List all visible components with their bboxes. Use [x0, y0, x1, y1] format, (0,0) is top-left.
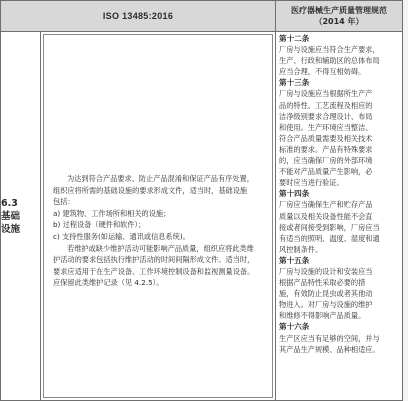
- gmp-header-title: 医疗器械生产质量管理规范: [291, 6, 387, 15]
- section-row: [1, 32, 403, 401]
- gmp-requirement-cell: [276, 32, 403, 401]
- article-line: 不能对产品质量产生影响，必: [279, 167, 373, 177]
- iso-line: a) 建筑物、工作场所和相关的设施；: [53, 208, 171, 218]
- header-row: [1, 1, 403, 32]
- article-line: 质量以及相关设备性能不会直: [279, 211, 373, 221]
- article-title: 第十五条: [279, 255, 310, 265]
- gmp-requirement-text: [279, 33, 400, 355]
- section-label-cell: [1, 32, 41, 401]
- section-title-line1: 基础: [1, 210, 21, 222]
- iso-line: 要求应适用于在生产设备、工作环境控制设备和监视测量设备。: [53, 266, 255, 276]
- article-line: 厂房应当确保生产和贮存产品: [279, 200, 373, 210]
- article-line: 要时应当进行验证。: [279, 178, 344, 188]
- article-line: 的，应当确保厂房的外部环境: [279, 156, 373, 166]
- article-line: 和使用。生产环境应当整洁、: [279, 122, 373, 132]
- article-line: 品的特性、工艺流程及相应的: [279, 100, 373, 110]
- article-title: 第十四条: [279, 189, 310, 199]
- iso-column-header: [1, 1, 276, 32]
- article-line: 根据产品特性采取必要的措: [279, 278, 366, 288]
- iso-line: 为达到符合产品要求、防止产品混淆和保证产品有序处置，: [67, 174, 254, 183]
- iso-line: 若维护或缺少维护活动可能影响产品质量，组织应将此类维: [67, 243, 254, 253]
- article-line: 厂房与设施应当符合生产要求，: [279, 45, 380, 55]
- gmp-header-year: （2014 年）: [314, 17, 364, 26]
- article-line: 接或者间接受到影响，厂房应当: [279, 222, 380, 232]
- article-line: 洁净级别要求合理设计、布局: [279, 111, 373, 121]
- article-line: 生产、行政和辅助区的总体布局: [279, 56, 380, 66]
- article-line: 其产品生产规模、品种相适应。: [279, 344, 380, 354]
- iso-line: c) 支持性服务(如运输、通讯或信息系统)。: [53, 231, 190, 241]
- article-title: 第十二条: [279, 34, 310, 43]
- iso-line: 包括：: [53, 197, 75, 207]
- article-line: 厂房与设施应当根据所生产产: [279, 89, 373, 99]
- gmp-column-header: [276, 1, 403, 32]
- article-line: 和维修不得影响产品质量。: [279, 311, 366, 321]
- section-number: 6.3: [1, 197, 18, 209]
- iso-line: 组织应将所需的基础设施的要求形成文件，适当时，基础设施: [53, 185, 248, 195]
- article-line: 符合产品质量需要及相关技术: [279, 133, 373, 143]
- article-line: 标准的要求。产品有特殊要求: [279, 144, 373, 154]
- section-title-line2: 设施: [1, 223, 21, 235]
- article-title: 第十三条: [279, 78, 310, 88]
- iso-requirement-text: [53, 173, 267, 289]
- article-line: 施，有效防止昆虫或者其他动: [279, 289, 373, 299]
- table-right-border: [402, 0, 403, 401]
- article-line: 应当合理，不得互相妨碍。: [279, 67, 366, 77]
- article-line: 有适当的照明、温度、湿度和通: [279, 233, 380, 243]
- article-title: 第十六条: [279, 322, 310, 332]
- article-line: 风控制条件。: [279, 244, 323, 254]
- article-line: 物进入。对厂房与设施的维护: [279, 300, 373, 310]
- article-line: 厂房与设施的设计和安装应当: [279, 266, 373, 276]
- iso-line: b) 过程设备（硬件和软件）；: [53, 220, 146, 230]
- article-line: 生产区应当有足够的空间，并与: [279, 333, 380, 343]
- iso-header-title: ISO 13485:2016: [102, 11, 174, 21]
- iso-line: 应保留此类维护记录（见 4.2.5）。: [53, 278, 164, 288]
- iso-requirement-cell: [41, 32, 276, 401]
- iso-line: 护活动的要求包括执行维护活动的时间间隔形成文件。适当时，: [53, 255, 255, 265]
